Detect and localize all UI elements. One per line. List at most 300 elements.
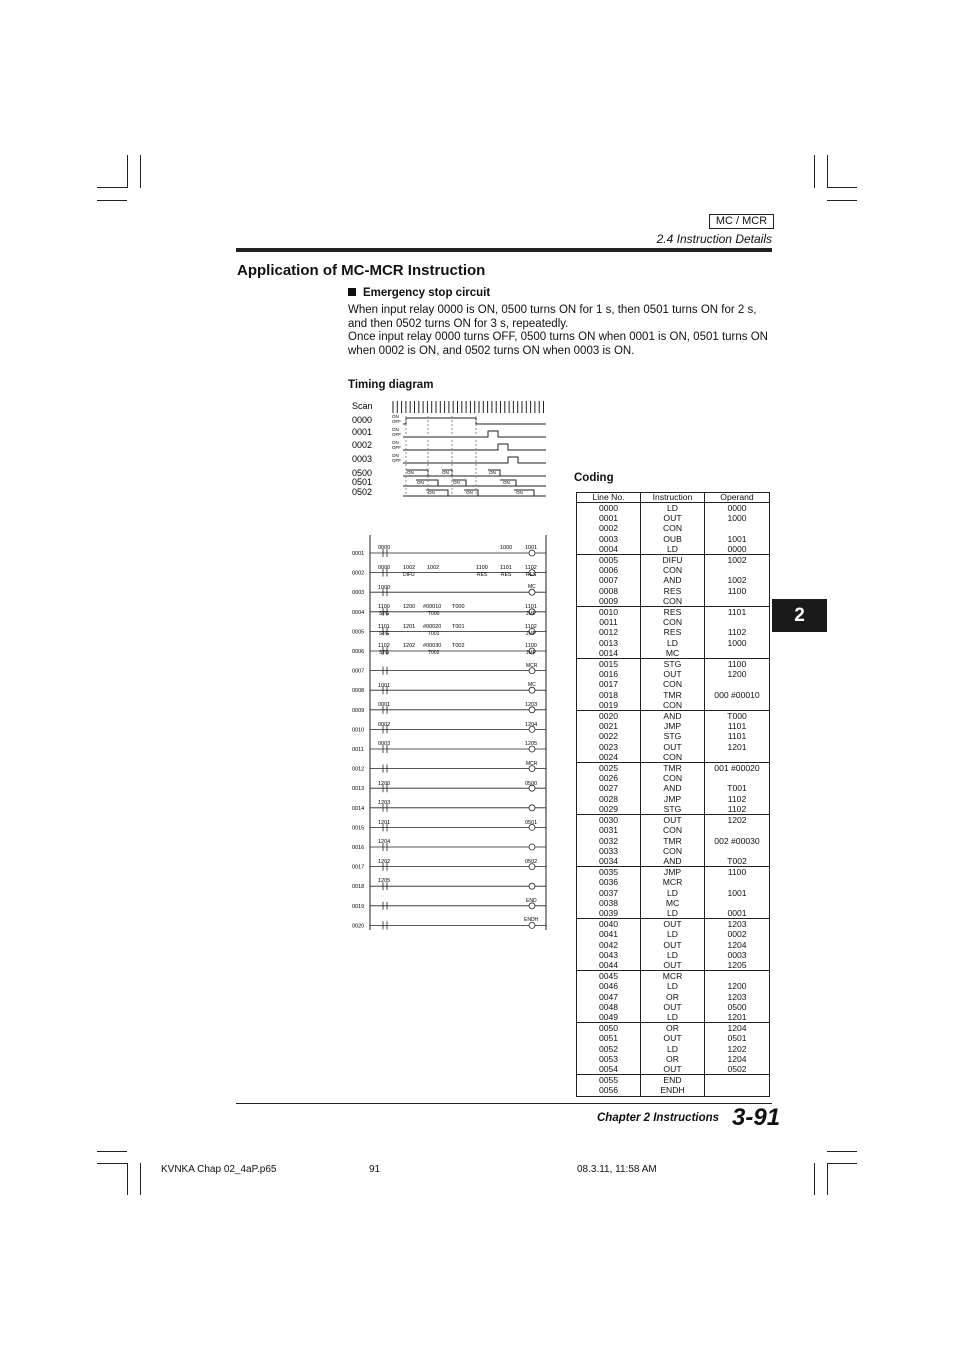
operand-cell: 1205: [705, 960, 770, 971]
instruction-cell: OR: [641, 992, 705, 1002]
ladder-label: 1101: [378, 624, 390, 630]
operand-cell: 1101: [705, 721, 770, 731]
line-no-cell: 0018: [577, 690, 641, 700]
ladder-label: ENDH: [524, 917, 539, 923]
operand-cell: 1002: [705, 555, 770, 566]
paragraph-line: Once input relay 0000 turns OFF, 0500 turns ON when 0001 is ON, 0501 turns ON: [348, 331, 768, 343]
ladder-label: #00020: [423, 624, 442, 630]
table-row: [577, 503, 770, 514]
instruction-cell: AND: [641, 711, 705, 722]
off-label: OFF: [392, 458, 401, 463]
line-no-cell: 0034: [577, 856, 641, 867]
rung-number: 0004: [352, 609, 365, 616]
table-row: [577, 534, 770, 544]
rung-number: 0008: [352, 688, 365, 695]
table-row: [577, 1075, 770, 1086]
section-tag: MC / MCR: [709, 214, 774, 229]
operand-cell: [705, 898, 770, 908]
table-header-row: [577, 493, 770, 503]
column-header: Operand: [705, 493, 770, 503]
table-row: [577, 679, 770, 689]
table-row: [577, 783, 770, 793]
instruction-cell: CON: [641, 752, 705, 763]
operand-cell: 001 #00020: [705, 763, 770, 774]
line-no-cell: 0000: [577, 503, 641, 514]
instruction-cell: TMR: [641, 836, 705, 846]
table-row: [577, 1002, 770, 1012]
ladder-label: T002: [452, 643, 465, 649]
ladder-label: 0500: [525, 781, 538, 787]
table-row: [577, 669, 770, 679]
crop-mark: [827, 200, 857, 201]
instruction-cell: OUT: [641, 669, 705, 679]
instruction-cell: MCR: [641, 971, 705, 982]
timing-label: 0501: [352, 477, 373, 487]
chapter-tab: 2: [772, 599, 827, 632]
line-no-cell: 0029: [577, 804, 641, 815]
table-row: [577, 575, 770, 585]
instruction-cell: CON: [641, 773, 705, 783]
operand-cell: 0000: [705, 544, 770, 555]
operand-cell: 1001: [705, 534, 770, 544]
line-no-cell: 0011: [577, 617, 641, 627]
column-header: Instruction: [641, 493, 705, 503]
ladder-label: 1200: [378, 781, 391, 787]
crop-mark: [97, 1151, 127, 1152]
ladder-label: 1000: [378, 585, 391, 591]
instruction-cell: LD: [641, 1012, 705, 1023]
ladder-label: MCR: [526, 761, 538, 767]
line-no-cell: 0033: [577, 846, 641, 856]
line-no-cell: 0015: [577, 659, 641, 670]
instruction-cell: LD: [641, 638, 705, 648]
rung-number: 0014: [352, 805, 365, 812]
line-no-cell: 0054: [577, 1064, 641, 1075]
instruction-cell: MC: [641, 898, 705, 908]
ladder-label: 1200: [403, 604, 416, 610]
operand-cell: 0500: [705, 1002, 770, 1012]
operand-cell: 1102: [705, 794, 770, 804]
rung-number: 0005: [352, 629, 365, 636]
line-no-cell: 0047: [577, 992, 641, 1002]
operand-cell: 1201: [705, 1012, 770, 1023]
operand-cell: T002: [705, 856, 770, 867]
instruction-cell: LD: [641, 981, 705, 991]
instruction-cell: OUT: [641, 742, 705, 752]
table-row: [577, 856, 770, 867]
table-row: [577, 919, 770, 930]
off-label: OFF: [392, 419, 401, 424]
table-row: [577, 627, 770, 637]
on-label: ON: [466, 490, 473, 495]
emergency-heading: [348, 287, 490, 299]
line-no-cell: 0050: [577, 1023, 641, 1034]
instruction-cell: JMP: [641, 794, 705, 804]
rung-number: 0015: [352, 825, 365, 832]
rung-number: 0019: [352, 903, 365, 910]
crop-mark: [814, 155, 815, 188]
line-no-cell: 0049: [577, 1012, 641, 1023]
instruction-cell: AND: [641, 856, 705, 867]
operand-cell: 1200: [705, 669, 770, 679]
line-no-cell: 0037: [577, 888, 641, 898]
on-label: ON: [392, 414, 399, 419]
instruction-cell: OUT: [641, 940, 705, 950]
paragraph-line: when 0002 is ON, and 0502 turns ON when 0003 is ON.: [348, 345, 635, 357]
operand-cell: 1102: [705, 804, 770, 815]
line-no-cell: 0056: [577, 1085, 641, 1096]
line-no-cell: 0025: [577, 763, 641, 774]
ladder-label: 0000: [378, 565, 391, 571]
instruction-cell: CON: [641, 523, 705, 533]
ladder-label: 1102: [525, 565, 537, 571]
instruction-cell: OUT: [641, 815, 705, 826]
ladder-label: #00010: [423, 604, 442, 610]
instruction-cell: LD: [641, 544, 705, 555]
ladder-diagram: [348, 535, 552, 940]
line-no-cell: 0031: [577, 825, 641, 835]
instruction-cell: OUT: [641, 1064, 705, 1075]
ladder-label: MC: [528, 584, 536, 590]
table-row: [577, 1033, 770, 1043]
ladder-label: 0003: [378, 741, 391, 747]
timing-waveform: [403, 457, 546, 463]
operand-cell: 1100: [705, 659, 770, 670]
table-row: [577, 981, 770, 991]
operand-cell: 0502: [705, 1064, 770, 1075]
line-no-cell: 0006: [577, 565, 641, 575]
off-label: OFF: [392, 432, 401, 437]
instruction-cell: RES: [641, 586, 705, 596]
ladder-label: STG: [379, 631, 390, 637]
crop-mark: [827, 1151, 857, 1152]
crop-mark: [97, 187, 127, 188]
on-label: ON: [503, 480, 510, 485]
ladder-label: 1203: [525, 702, 538, 708]
line-no-cell: 0040: [577, 919, 641, 930]
ladder-label: 1101: [500, 565, 512, 571]
line-no-cell: 0043: [577, 950, 641, 960]
instruction-cell: DIFU: [641, 555, 705, 566]
slug-date: 08.3.11, 11:58 AM: [577, 1164, 657, 1175]
line-no-cell: 0041: [577, 929, 641, 939]
instruction-cell: STG: [641, 731, 705, 741]
instruction-cell: OR: [641, 1023, 705, 1034]
operand-cell: 002 #00030: [705, 836, 770, 846]
page-number: 3-91: [732, 1104, 781, 1131]
table-row: [577, 992, 770, 1002]
operand-cell: 1002: [705, 575, 770, 585]
ladder-label: RES: [526, 572, 537, 578]
instruction-cell: JMP: [641, 721, 705, 731]
table-row: [577, 596, 770, 607]
instruction-cell: CON: [641, 617, 705, 627]
instruction-cell: LD: [641, 1044, 705, 1054]
instruction-cell: OUT: [641, 513, 705, 523]
ladder-label: 1202: [403, 643, 416, 649]
line-no-cell: 0020: [577, 711, 641, 722]
ladder-label: 1201: [378, 820, 391, 826]
on-label: ON: [489, 470, 496, 475]
instruction-cell: OUB: [641, 534, 705, 544]
ladder-label: STG: [379, 611, 390, 617]
instruction-cell: CON: [641, 700, 705, 711]
header-rule: [236, 248, 772, 252]
rung-number: 0009: [352, 707, 365, 714]
rung-number: 0016: [352, 845, 365, 851]
ladder-label: 1000: [500, 545, 513, 551]
timing-heading: Timing diagram: [348, 379, 434, 391]
ladder-label: MC: [528, 682, 536, 688]
ladder-label: 1100: [378, 604, 390, 610]
operand-cell: 1100: [705, 867, 770, 878]
instruction-cell: ENDH: [641, 1085, 705, 1096]
crop-mark: [827, 155, 828, 188]
table-row: [577, 638, 770, 648]
instruction-cell: OUT: [641, 1002, 705, 1012]
ladder-label: 1100: [525, 643, 537, 649]
table-row: [577, 929, 770, 939]
subsection-title: 2.4 Instruction Details: [656, 232, 772, 246]
coding-table: [576, 492, 770, 1097]
rung-number: 0013: [352, 786, 365, 793]
ladder-label: 1204: [378, 839, 391, 845]
table-row: [577, 607, 770, 618]
ladder-label: JMP: [526, 631, 536, 637]
operand-cell: 1203: [705, 992, 770, 1002]
line-no-cell: 0003: [577, 534, 641, 544]
slug-filename: KVNKA Chap 02_4aP.p65: [161, 1164, 277, 1175]
ladder-label: RES: [501, 572, 512, 578]
line-no-cell: 0053: [577, 1054, 641, 1064]
operand-cell: T001: [705, 783, 770, 793]
table-row: [577, 898, 770, 908]
line-no-cell: 0035: [577, 867, 641, 878]
operand-cell: 1202: [705, 815, 770, 826]
line-no-cell: 0038: [577, 898, 641, 908]
ladder-label: T001: [428, 631, 440, 637]
table-row: [577, 1085, 770, 1096]
operand-cell: 0501: [705, 1033, 770, 1043]
ladder-label: T000: [428, 611, 440, 617]
timing-label: 0500: [352, 468, 373, 478]
operand-cell: [705, 971, 770, 982]
ladder-label: T002: [428, 650, 440, 656]
timing-waveform: [403, 480, 546, 486]
instruction-cell: OUT: [641, 1033, 705, 1043]
instruction-cell: TMR: [641, 690, 705, 700]
timing-diagram: [348, 396, 548, 498]
ladder-label: 1102: [378, 643, 390, 649]
timing-label: 0003: [352, 454, 373, 464]
timing-waveform: [403, 418, 546, 424]
operand-cell: [705, 648, 770, 659]
crop-mark: [140, 1163, 141, 1195]
instruction-cell: END: [641, 1075, 705, 1086]
ladder-label: 1203: [378, 800, 391, 806]
table-row: [577, 794, 770, 804]
instruction-cell: LD: [641, 929, 705, 939]
line-no-cell: 0055: [577, 1075, 641, 1086]
on-label: ON: [417, 480, 424, 485]
ladder-label: STG: [379, 650, 390, 656]
paragraph-line: and then 0502 turns ON for 3 s, repeatedly.: [348, 318, 569, 330]
table-row: [577, 648, 770, 659]
table-row: [577, 1012, 770, 1023]
crop-mark: [127, 1163, 128, 1195]
operand-cell: 1200: [705, 981, 770, 991]
operand-cell: 1201: [705, 742, 770, 752]
table-row: [577, 815, 770, 826]
line-no-cell: 0014: [577, 648, 641, 659]
table-row: [577, 867, 770, 878]
ladder-label: 1001: [378, 683, 391, 689]
ladder-label: 0501: [525, 820, 538, 826]
coil-symbol: [529, 922, 535, 928]
rung-number: 0012: [352, 766, 365, 773]
coil-symbol: [529, 589, 535, 595]
operand-cell: [705, 565, 770, 575]
ladder-label: DIFU: [403, 572, 415, 578]
emergency-heading-text: Emergency stop circuit: [363, 287, 491, 299]
coil-symbol: [529, 883, 535, 889]
operand-cell: [705, 1075, 770, 1086]
ladder-label: 0502: [525, 859, 538, 865]
crop-mark: [827, 1163, 857, 1164]
instruction-cell: CON: [641, 596, 705, 607]
table-row: [577, 846, 770, 856]
timing-label: 0001: [352, 427, 373, 437]
crop-mark: [140, 155, 141, 188]
instruction-cell: JMP: [641, 867, 705, 878]
table-row: [577, 1023, 770, 1034]
operand-cell: 1000: [705, 638, 770, 648]
table-row: [577, 711, 770, 722]
ladder-label: 0001: [378, 702, 391, 708]
table-row: [577, 700, 770, 711]
on-label: ON: [516, 490, 523, 495]
operand-cell: 1102: [705, 627, 770, 637]
rung-number: 0006: [352, 649, 365, 655]
instruction-cell: OR: [641, 1054, 705, 1064]
line-no-cell: 0016: [577, 669, 641, 679]
instruction-cell: MC: [641, 648, 705, 659]
operand-cell: [705, 596, 770, 607]
operand-cell: 1001: [705, 888, 770, 898]
timing-waveform: [403, 490, 546, 496]
operand-cell: 1204: [705, 1054, 770, 1064]
line-no-cell: 0042: [577, 940, 641, 950]
instruction-cell: TMR: [641, 763, 705, 774]
table-row: [577, 752, 770, 763]
instruction-cell: LD: [641, 503, 705, 514]
table-row: [577, 825, 770, 835]
instruction-cell: STG: [641, 659, 705, 670]
operand-cell: [705, 617, 770, 627]
operand-cell: [705, 877, 770, 887]
on-label: ON: [392, 440, 399, 445]
line-no-cell: 0019: [577, 700, 641, 711]
column-header: Line No.: [577, 493, 641, 503]
on-label: ON: [453, 480, 460, 485]
line-no-cell: 0007: [577, 575, 641, 585]
operand-cell: 000 #00010: [705, 690, 770, 700]
instruction-cell: AND: [641, 575, 705, 585]
ladder-label: 1002: [427, 565, 440, 571]
instruction-cell: MCR: [641, 877, 705, 887]
ladder-label: 1101: [525, 604, 537, 610]
line-no-cell: 0032: [577, 836, 641, 846]
line-no-cell: 0022: [577, 731, 641, 741]
ladder-label: 1205: [378, 878, 391, 884]
table-row: [577, 690, 770, 700]
on-label: ON: [407, 470, 414, 475]
table-row: [577, 565, 770, 575]
table-row: [577, 804, 770, 815]
on-label: ON: [428, 490, 435, 495]
ladder-label: #00030: [423, 643, 442, 649]
table-row: [577, 742, 770, 752]
operand-cell: 0000: [705, 503, 770, 514]
timing-label: 0502: [352, 487, 373, 497]
instruction-cell: CON: [641, 825, 705, 835]
table-row: [577, 555, 770, 566]
off-label: OFF: [392, 445, 401, 450]
line-no-cell: 0002: [577, 523, 641, 533]
page-title: Application of MC-MCR Instruction: [237, 262, 486, 279]
timing-waveform: [403, 470, 546, 476]
instruction-cell: RES: [641, 607, 705, 618]
operand-cell: 1202: [705, 1044, 770, 1054]
line-no-cell: 0010: [577, 607, 641, 618]
crop-mark: [814, 1163, 815, 1195]
instruction-cell: LD: [641, 908, 705, 919]
rung-number: 0002: [352, 570, 365, 577]
line-no-cell: 0004: [577, 544, 641, 555]
operand-cell: [705, 773, 770, 783]
table-row: [577, 523, 770, 533]
operand-cell: 0003: [705, 950, 770, 960]
table-row: [577, 721, 770, 731]
operand-cell: 1000: [705, 513, 770, 523]
rung-number: 0001: [352, 551, 365, 557]
table-row: [577, 971, 770, 982]
line-no-cell: 0024: [577, 752, 641, 763]
instruction-cell: CON: [641, 565, 705, 575]
operand-cell: 1204: [705, 940, 770, 950]
table-row: [577, 773, 770, 783]
table-row: [577, 731, 770, 741]
operand-cell: [705, 752, 770, 763]
coil-symbol: [529, 687, 535, 693]
ladder-label: END: [526, 898, 537, 904]
footer-chapter: Chapter 2 Instructions: [597, 1112, 720, 1124]
ladder-label: 1102: [525, 624, 537, 630]
ladder-label: MCR: [526, 663, 538, 669]
footer-rule: [236, 1103, 772, 1104]
bullet-square-icon: [348, 288, 356, 296]
ladder-label: T000: [452, 604, 465, 610]
ladder-label: 1202: [378, 859, 391, 865]
instruction-cell: OUT: [641, 919, 705, 930]
ladder-label: 1001: [525, 545, 538, 551]
rung-number: 0017: [352, 864, 365, 871]
ladder-label: JMP: [526, 650, 536, 656]
operand-cell: 1101: [705, 607, 770, 618]
timing-label: 0000: [352, 415, 373, 425]
ladder-label: JMP: [526, 611, 536, 617]
rung-number: 0011: [352, 747, 364, 753]
